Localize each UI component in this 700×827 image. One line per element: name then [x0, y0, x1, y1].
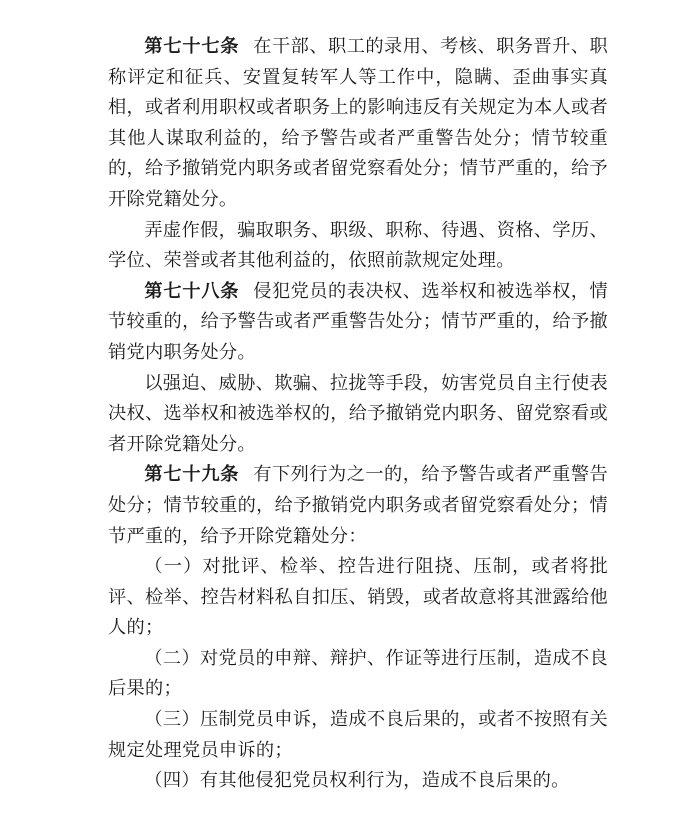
article-79-text: 有下列行为之一的，给予警告或者严重警告处分；情节较重的，给予撤销党内职务或者留党察看处分；情节严重的，给予开除党籍处分：: [108, 464, 608, 547]
article-78-clause-2-text: 以强迫、威胁、欺骗、拉拢等手段，妨害党员自主行使表决权、选举权和被选举权的，给予撤销党内职务、留党察看或者开除党籍处分。: [108, 372, 608, 455]
item-4-text: （四）有其他侵犯党员权利行为，造成不良后果的。: [144, 770, 570, 792]
article-78-clause-2: [108, 369, 608, 461]
article-79-item-4: [108, 766, 608, 797]
article-78-text: 侵犯党员的表决权、选举权和被选举权，情节较重的，给予警告或者严重警告处分；情节严重的，给予撤销党内职务处分。: [108, 280, 608, 363]
item-2-text: （二）对党员的申辩、辩护、作证等进行压制，造成不良后果的；: [108, 647, 608, 700]
article-77-clause-2-text: 弄虚作假，骗取职务、职级、职称、待遇、资格、学历、学位、荣誉或者其他利益的，依照前款规定处理。: [108, 219, 608, 272]
article-78-paragraph: [108, 277, 608, 369]
item-1-text: （一）对批评、检举、控告进行阻挠、压制，或者将批评、检举、控告材料私自扣压、销毁，或者故意将其泄露给他人的；: [108, 556, 608, 639]
article-77-clause-2: [108, 216, 608, 277]
article-79-item-3: [108, 705, 608, 766]
article-77-text: 在干部、职工的录用、考核、职务晋升、职称评定和征兵、安置复转军人等工作中，隐瞒、歪曲事实真相，或者利用职权或者职务上的影响违反有关规定为本人或者其他人谋取利益的，给予警告或者严重警告处分；情节较重的，给予撤销党内职务或者留党察看处分；情节严重的，给予开除党籍处分。: [108, 36, 608, 210]
article-77-heading: 第七十七条: [144, 36, 240, 57]
article-79-item-1: [108, 552, 608, 644]
item-3-text: （三）压制党员申诉，造成不良后果的，或者不按照有关规定处理党员申诉的；: [108, 709, 608, 761]
article-79-heading: 第七十九条: [144, 464, 240, 486]
article-77-paragraph: [108, 32, 608, 216]
article-79-item-2: [108, 644, 608, 705]
document-body: [108, 32, 608, 797]
article-79-paragraph: [108, 460, 608, 552]
article-78-heading: 第七十八条: [144, 280, 240, 302]
